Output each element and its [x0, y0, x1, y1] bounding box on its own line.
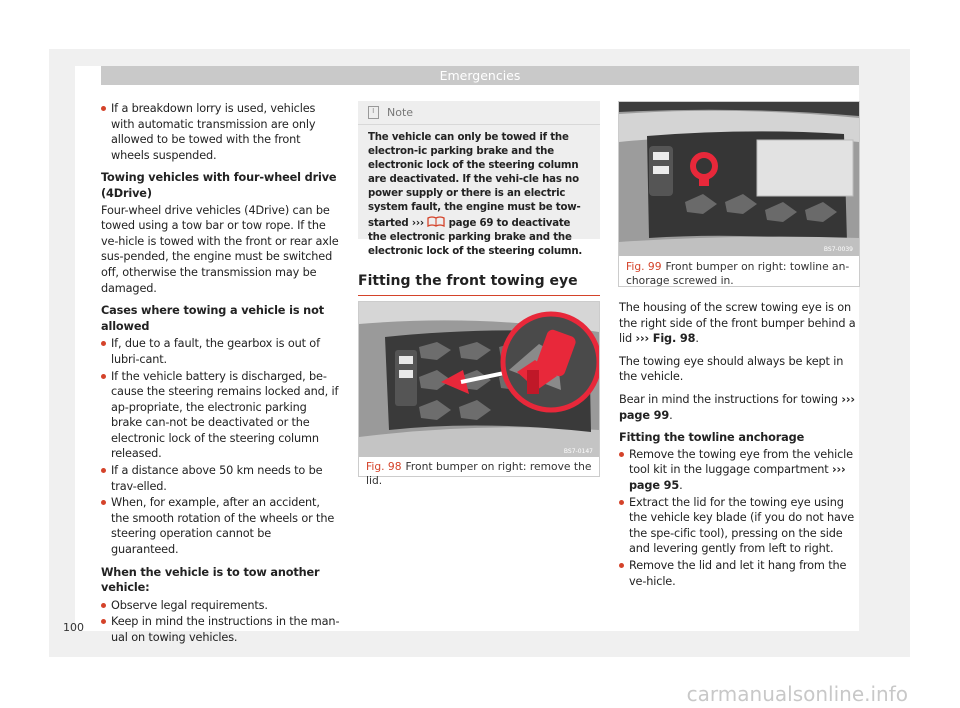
- page-reference-link[interactable]: ››› page 95: [629, 463, 846, 492]
- list-item: Remove the towing eye from the vehicle tool kit in the luggage compartment ››› page 95.: [619, 447, 861, 494]
- heading-tow-another: When the vehicle is to tow another vehicle:: [101, 565, 320, 595]
- heading-towline: Fitting the towline anchorage: [619, 431, 805, 445]
- list-item: If the vehicle battery is discharged, be-cause the steering remains locked and, if ap-propriate, the electronic parking brake can-not be deactivated or the electronic lock of the steering column released.: [101, 369, 341, 463]
- section-title: Fitting the front towing eye: [358, 273, 600, 296]
- paragraph-text: The housing of the screw towing eye is on the right side of the front bumper behind a lid: [619, 301, 856, 346]
- list-item: If, due to a fault, the gearbox is out of lubri-cant.: [101, 336, 341, 367]
- figure-caption: [366, 460, 598, 488]
- left-column: [101, 101, 341, 653]
- note-box: [358, 101, 600, 257]
- figure-code: BS7-0147: [563, 448, 593, 455]
- note-label: Note: [387, 106, 414, 119]
- list-item: If a distance above 50 km needs to be trav-elled.: [101, 463, 341, 494]
- paragraph: The towing eye should always be kept in the vehicle.: [619, 354, 844, 384]
- heading-not-allowed: Cases where towing a vehicle is not allowed: [101, 304, 324, 333]
- figure-99: [618, 101, 860, 287]
- page-reference-link[interactable]: ››› page 99: [619, 392, 855, 422]
- note-header: [358, 101, 600, 125]
- note-text-part: to deactivate the electronic parking brake and the electronic lock of the steering column.: [368, 217, 583, 257]
- list-item: Observe legal requirements.: [101, 598, 341, 614]
- figure-number: Fig. 98: [366, 460, 402, 473]
- list-text: Remove the towing eye from the vehicle tool kit in the luggage compartment: [629, 447, 853, 477]
- figure-number: Fig. 99: [626, 260, 662, 273]
- paragraph: Bear in mind the instructions for towing ››› page 99.: [619, 392, 855, 422]
- figure-code: BS7-0039: [823, 246, 853, 253]
- figure-caption: [626, 260, 858, 288]
- paragraph-text: Bear in mind the instructions for towing: [619, 392, 838, 406]
- heading-4drive: Towing vehicles with four-wheel drive (4Drive): [101, 171, 337, 200]
- list-item: Extract the lid for the towing eye using the vehicle key blade (if you do not have the spe-cific tool), pressing on the side and levering gently from left to right.: [619, 495, 861, 557]
- watermark: carmanualsonline.info: [686, 682, 908, 706]
- note-text: [358, 125, 600, 259]
- right-column: [619, 300, 861, 596]
- figure-reference-link[interactable]: ››› Fig. 98: [635, 332, 696, 346]
- towline-anchorage-image: [619, 102, 859, 256]
- list-item: Keep in mind the instructions in the man-ual on towing vehicles.: [101, 614, 341, 645]
- ref-arrows: ›››: [411, 217, 424, 229]
- info-icon: [368, 106, 379, 119]
- note-text-part: The vehicle can only be towed if the electron-ic parking brake and the electronic lock of the steering column are deactivated. If the vehi-cle has no power supply or there is an electric system fault, the engine must be tow-started: [368, 132, 581, 229]
- list-item: Remove the lid and let it hang from the ve-hicle.: [619, 558, 861, 589]
- figure-98: [358, 301, 600, 487]
- page-number: 100: [63, 621, 84, 634]
- list-item: When, for example, after an accident, the smooth rotation of the wheels or the steering operation cannot be guaranteed.: [101, 495, 341, 557]
- page-header: Emergencies: [101, 66, 859, 85]
- paragraph: The housing of the screw towing eye is on the right side of the front bumper behind a lid ››› Fig. 98.: [619, 301, 856, 346]
- list-item: If a breakdown lorry is used, vehicles with automatic transmission are only allowed to be towed with the front wheels suspended.: [101, 101, 341, 163]
- bumper-lid-image: [359, 302, 599, 457]
- paragraph: Four-wheel drive vehicles (4Drive) can be towed using a tow bar or tow rope. If the ve-hicle is towed with the front or rear axle sus-pended, the engine must be switched off, otherwise the transmission may be damaged.: [101, 203, 339, 295]
- caption-text: Front bumper on right: towline an-chorage screwed in.: [626, 260, 850, 287]
- page-reference-link[interactable]: page 69: [448, 217, 494, 229]
- caption-text: Front bumper on right: remove the lid.: [366, 460, 592, 487]
- book-icon: [427, 216, 445, 227]
